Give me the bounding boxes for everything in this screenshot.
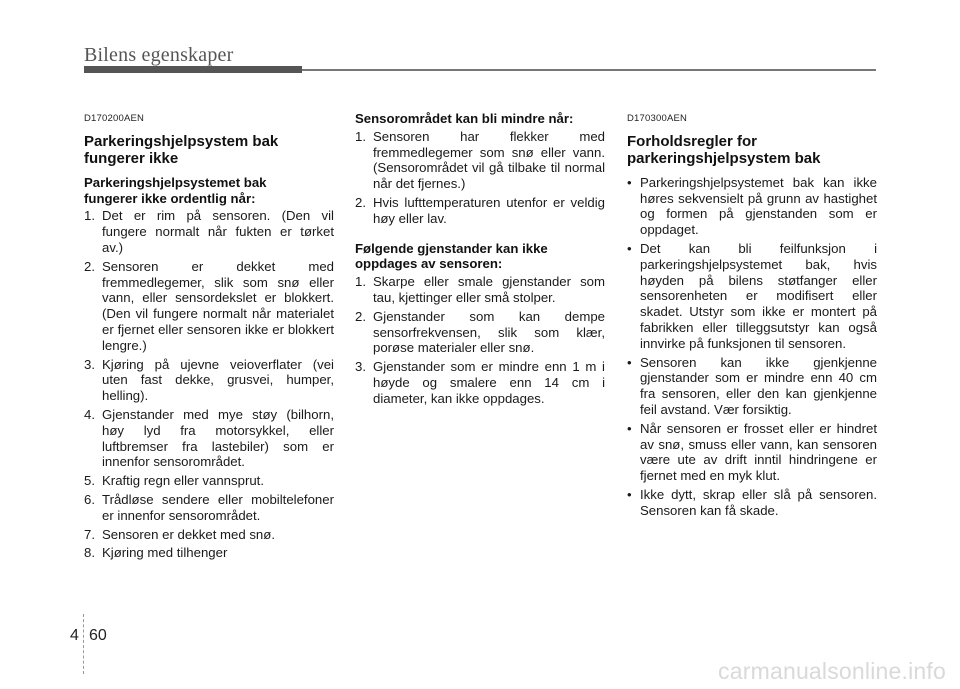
list-text: Det kan bli feilfunksjon i parkeringshjelpsystemet bak, hvis høyden på bilens støtfanger eller sensorenheten er modifisert eller skadet. Utstyr som ikke er montert på fabrikken eller tilleggsutstyr kan også innvirke på funksjonen til sensoren. — [640, 240, 877, 351]
subsection-title — [84, 175, 334, 207]
list-number: 8. — [84, 545, 95, 561]
list-number: 2. — [84, 258, 95, 274]
section-code: D170200AEN — [84, 113, 145, 124]
bullet-list — [627, 175, 877, 519]
watermark: carmanualsonline.info — [718, 658, 946, 684]
list-item — [627, 355, 877, 418]
page-number: 60 — [89, 627, 107, 644]
numbered-list — [355, 274, 605, 406]
list-number: 6. — [84, 491, 95, 507]
list-number: 2. — [355, 308, 366, 324]
bullet-icon: • — [627, 420, 632, 436]
list-number: 3. — [84, 356, 95, 372]
bullet-icon: • — [627, 354, 632, 370]
list-item — [627, 241, 877, 352]
section-code: D170300AEN — [627, 113, 688, 124]
numbered-list — [84, 208, 334, 561]
running-header: Bilens egenskaper — [84, 44, 234, 66]
subsection-title — [355, 241, 605, 273]
list-text: Kjøring med tilhenger — [102, 545, 228, 561]
list-text: Parkeringshjelpsystemet bak kan ikke høres sekvensielt på grunn av hastighet og formen på gjenstanden som er oppdaget. — [640, 174, 877, 238]
list-item — [355, 274, 605, 306]
list-item — [84, 545, 334, 561]
list-text: Sensoren er dekket med snø. — [102, 526, 275, 542]
section-title-line1: Forholdsregler for — [627, 132, 758, 150]
list-number: 1. — [84, 208, 95, 224]
list-item — [84, 259, 334, 354]
subsection-title-line2: fungerer ikke ordentlig når: — [84, 190, 256, 206]
list-item — [84, 208, 334, 255]
list-item — [355, 129, 605, 192]
section-title — [84, 133, 334, 167]
list-item — [84, 527, 334, 543]
section-title-line1: Parkeringshjelpsystem bak — [84, 132, 279, 150]
list-item — [84, 492, 334, 524]
list-text: Gjenstander som kan dempe sensorfrekvensen, slik som klær, porøse materialer eller snø. — [373, 308, 605, 356]
list-item — [627, 421, 877, 484]
section-title-line2: parkeringshjelpsystem bak — [627, 149, 821, 167]
subsection-title-line2: oppdages av sensoren: — [355, 256, 503, 272]
header-bar — [84, 66, 302, 73]
bullet-icon: • — [627, 240, 632, 256]
list-text: Kjøring på ujevne veioverflater (vei uten fast dekke, grusvei, humper, helling). — [102, 356, 334, 404]
column-left — [84, 111, 334, 564]
chapter-number: 4 — [70, 627, 79, 644]
list-item — [84, 473, 334, 489]
list-number: 2. — [355, 194, 366, 210]
bullet-icon: • — [627, 486, 632, 502]
list-item — [355, 309, 605, 356]
list-text: Gjenstander med mye støy (bilhorn, høy lyd fra motorsykkel, eller luftbremser fra lastebiler) som er innenfor sensorområdet. — [102, 406, 334, 470]
column-middle — [355, 111, 605, 410]
numbered-list — [355, 129, 605, 227]
list-item — [355, 359, 605, 406]
list-text: Sensoren er dekket med fremmedlegemer, slik som snø eller vann, eller sensordekslet er blokkert. (Den vil fungere normalt når materialet er fjernet eller sensoren ikke er blokkert lengre.) — [102, 258, 334, 353]
list-text: Trådløse sendere eller mobiltelefoner er innenfor sensorområdet. — [102, 491, 334, 523]
header-rule — [302, 69, 876, 71]
list-text: Sensoren har flekker med fremmedlegemer som snø eller vann. (Sensorområdet vil gå tilbake til normal når det fjernes.) — [373, 128, 605, 192]
section-title-line2: fungerer ikke — [84, 149, 179, 167]
bullet-icon: • — [627, 174, 632, 190]
list-text: Hvis lufttemperaturen utenfor er veldig høy eller lav. — [373, 194, 605, 226]
list-text: Sensoren kan ikke gjenkjenne gjenstander som er mindre enn 40 cm fra sensoren, eller den kan gjenkjenne feil avstand. Vær forsiktig. — [640, 354, 877, 417]
page-divider — [83, 614, 84, 674]
subsection-title-line1: Parkeringshjelpsystemet bak — [84, 174, 267, 190]
list-number: 1. — [355, 128, 366, 144]
subsection-title-line1: Følgende gjenstander kan ikke — [355, 240, 548, 256]
list-text: Gjenstander som er mindre enn 1 m i høyde og smalere enn 14 cm i diameter, kan ikke oppdages. — [373, 359, 605, 406]
list-text: Kraftig regn eller vannsprut. — [102, 473, 264, 489]
list-number: 3. — [355, 359, 366, 375]
list-item — [84, 407, 334, 470]
list-item — [84, 357, 334, 404]
list-item — [627, 487, 877, 519]
list-text: Når sensoren er frosset eller er hindret av snø, smuss eller vann, kan sensoren være ute av drift inntil hindringene er fjernet med en myk klut. — [640, 420, 877, 484]
list-text: Det er rim på sensoren. (Den vil fungere normalt når fukten er tørket av.) — [102, 208, 334, 255]
list-item — [355, 195, 605, 227]
column-right — [627, 111, 877, 522]
list-number: 4. — [84, 406, 95, 422]
list-number: 7. — [84, 526, 95, 542]
list-item — [627, 175, 877, 238]
section-title — [627, 133, 877, 167]
list-number: 1. — [355, 274, 366, 290]
list-text: Skarpe eller smale gjenstander som tau, kjettinger eller små stolper. — [373, 274, 605, 305]
list-text: Ikke dytt, skrap eller slå på sensoren. Sensoren kan få skade. — [640, 486, 877, 518]
list-number: 5. — [84, 473, 95, 489]
subsection-title: Sensorområdet kan bli mindre når: — [355, 111, 574, 126]
